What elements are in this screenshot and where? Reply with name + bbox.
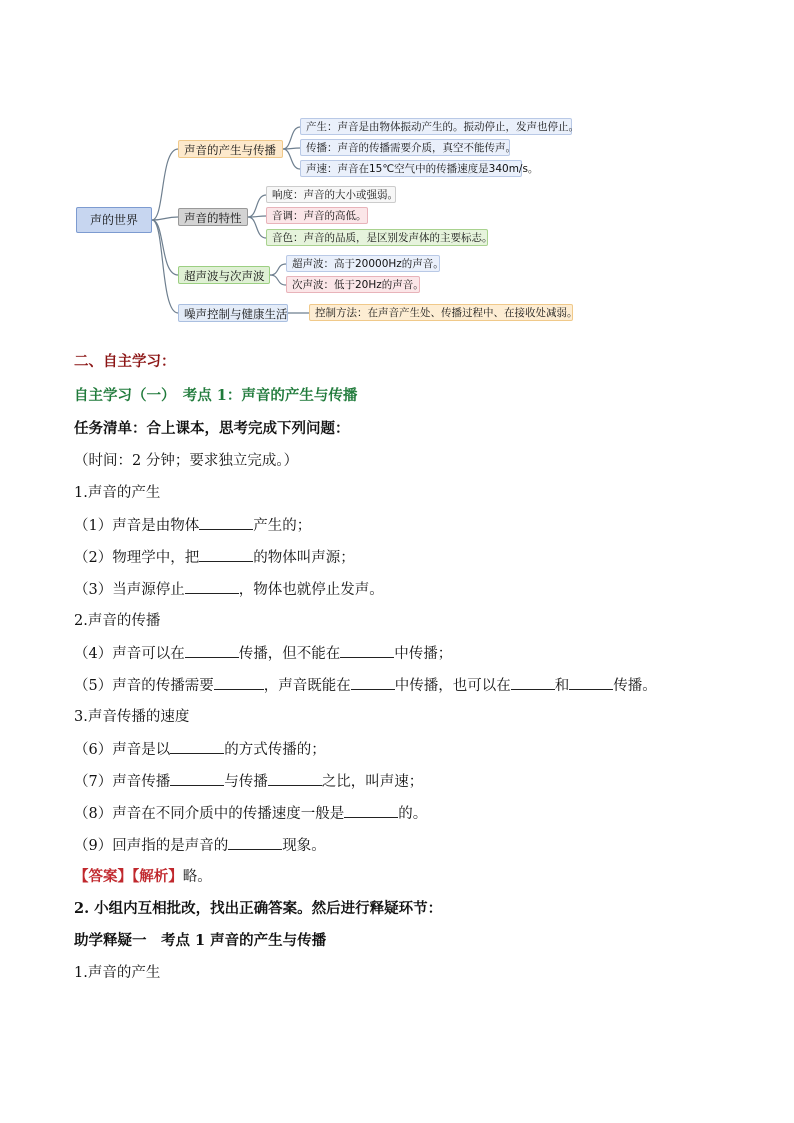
time-note: （时间：2 分钟；要求独立完成。） [74, 453, 299, 469]
answer-blank[interactable] [351, 675, 395, 690]
q1-title: 1.声音的产生 [74, 485, 161, 501]
branch-sound-characteristics: 声音的特性 [178, 208, 248, 226]
question-6: （6）声音是以 的方式传播的； [74, 739, 326, 760]
leaf-propagation: 传播：声音的传播需要介质，真空不能传声。 [300, 139, 510, 156]
help-heading: 助学释疑一 考点 1 声音的产生与传播 [74, 932, 327, 949]
answer-blank[interactable] [511, 675, 555, 690]
leaf-loudness: 响度：声音的大小或强弱。 [266, 186, 396, 203]
answer-blank[interactable] [340, 643, 394, 658]
leaf-timbre: 音色：声音的品质，是区别发声体的主要标志。 [266, 229, 488, 246]
mind-map-root: 声的世界 [76, 207, 152, 233]
leaf-production: 产生：声音是由物体振动产生的。振动停止，发声也停止。 [300, 118, 572, 135]
group-check: 2. 小组内互相批改，找出正确答案。然后进行释疑环节： [74, 900, 443, 917]
answer-tag: 【答案】【解析】 [74, 868, 183, 885]
branch-sound-production: 声音的产生与传播 [178, 140, 283, 158]
question-3: （3）当声源停止 ，物体也就停止发声。 [74, 579, 384, 600]
answer-blank[interactable] [199, 547, 253, 562]
study-heading: 自主学习（一） 考点 1：声音的产生与传播 [74, 387, 358, 404]
answer-text: 略。 [182, 869, 212, 885]
leaf-speed: 声速：声音在15℃空气中的传播速度是340m/s。 [300, 160, 522, 177]
question-2: （2）物理学中，把 的物体叫声源； [74, 547, 355, 568]
answer-blank[interactable] [199, 515, 253, 530]
question-4: （4）声音可以在 传播，但不能在 中传播； [74, 643, 452, 664]
answer-blank[interactable] [344, 803, 398, 818]
leaf-ultrasound: 超声波：高于20000Hz的声音。 [286, 255, 440, 272]
mind-map [0, 0, 794, 340]
answer-blank[interactable] [185, 643, 239, 658]
question-9: （9）回声指的是声音的 现象。 [74, 835, 326, 856]
leaf-noise-methods: 控制方法：在声音产生处、传播过程中、在接收处减弱。 [309, 304, 573, 321]
q3-title: 3.声音传播的速度 [74, 709, 190, 725]
answer-blank[interactable] [170, 771, 224, 786]
leaf-pitch: 音调：声音的高低。 [266, 207, 368, 224]
answer-blank[interactable] [569, 675, 613, 690]
leaf-infrasound: 次声波：低于20Hz的声音。 [286, 276, 420, 293]
question-8: （8）声音在不同介质中的传播速度一般是 的。 [74, 803, 427, 824]
answer-blank[interactable] [214, 675, 264, 690]
answer-line [74, 867, 212, 887]
question-5: （5）声音的传播需要 ，声音既能在 中传播，也可以在 和 传播。 [74, 675, 657, 696]
answer-blank[interactable] [228, 835, 282, 850]
question-7: （7）声音传播 与传播 之比，叫声速； [74, 771, 423, 792]
section-title: 二、自主学习： [74, 353, 176, 370]
branch-noise-control: 噪声控制与健康生活 [178, 304, 288, 322]
answer-blank[interactable] [170, 739, 224, 754]
question-1: （1）声音是由物体 产生的； [74, 515, 311, 536]
branch-ultrasound-infrasound: 超声波与次声波 [178, 266, 270, 284]
answer-blank[interactable] [185, 579, 239, 594]
answer-blank[interactable] [268, 771, 322, 786]
final-line: 1.声音的产生 [74, 965, 161, 981]
q2-title: 2.声音的传播 [74, 613, 161, 629]
task-list: 任务清单：合上课本，思考完成下列问题： [74, 420, 350, 437]
